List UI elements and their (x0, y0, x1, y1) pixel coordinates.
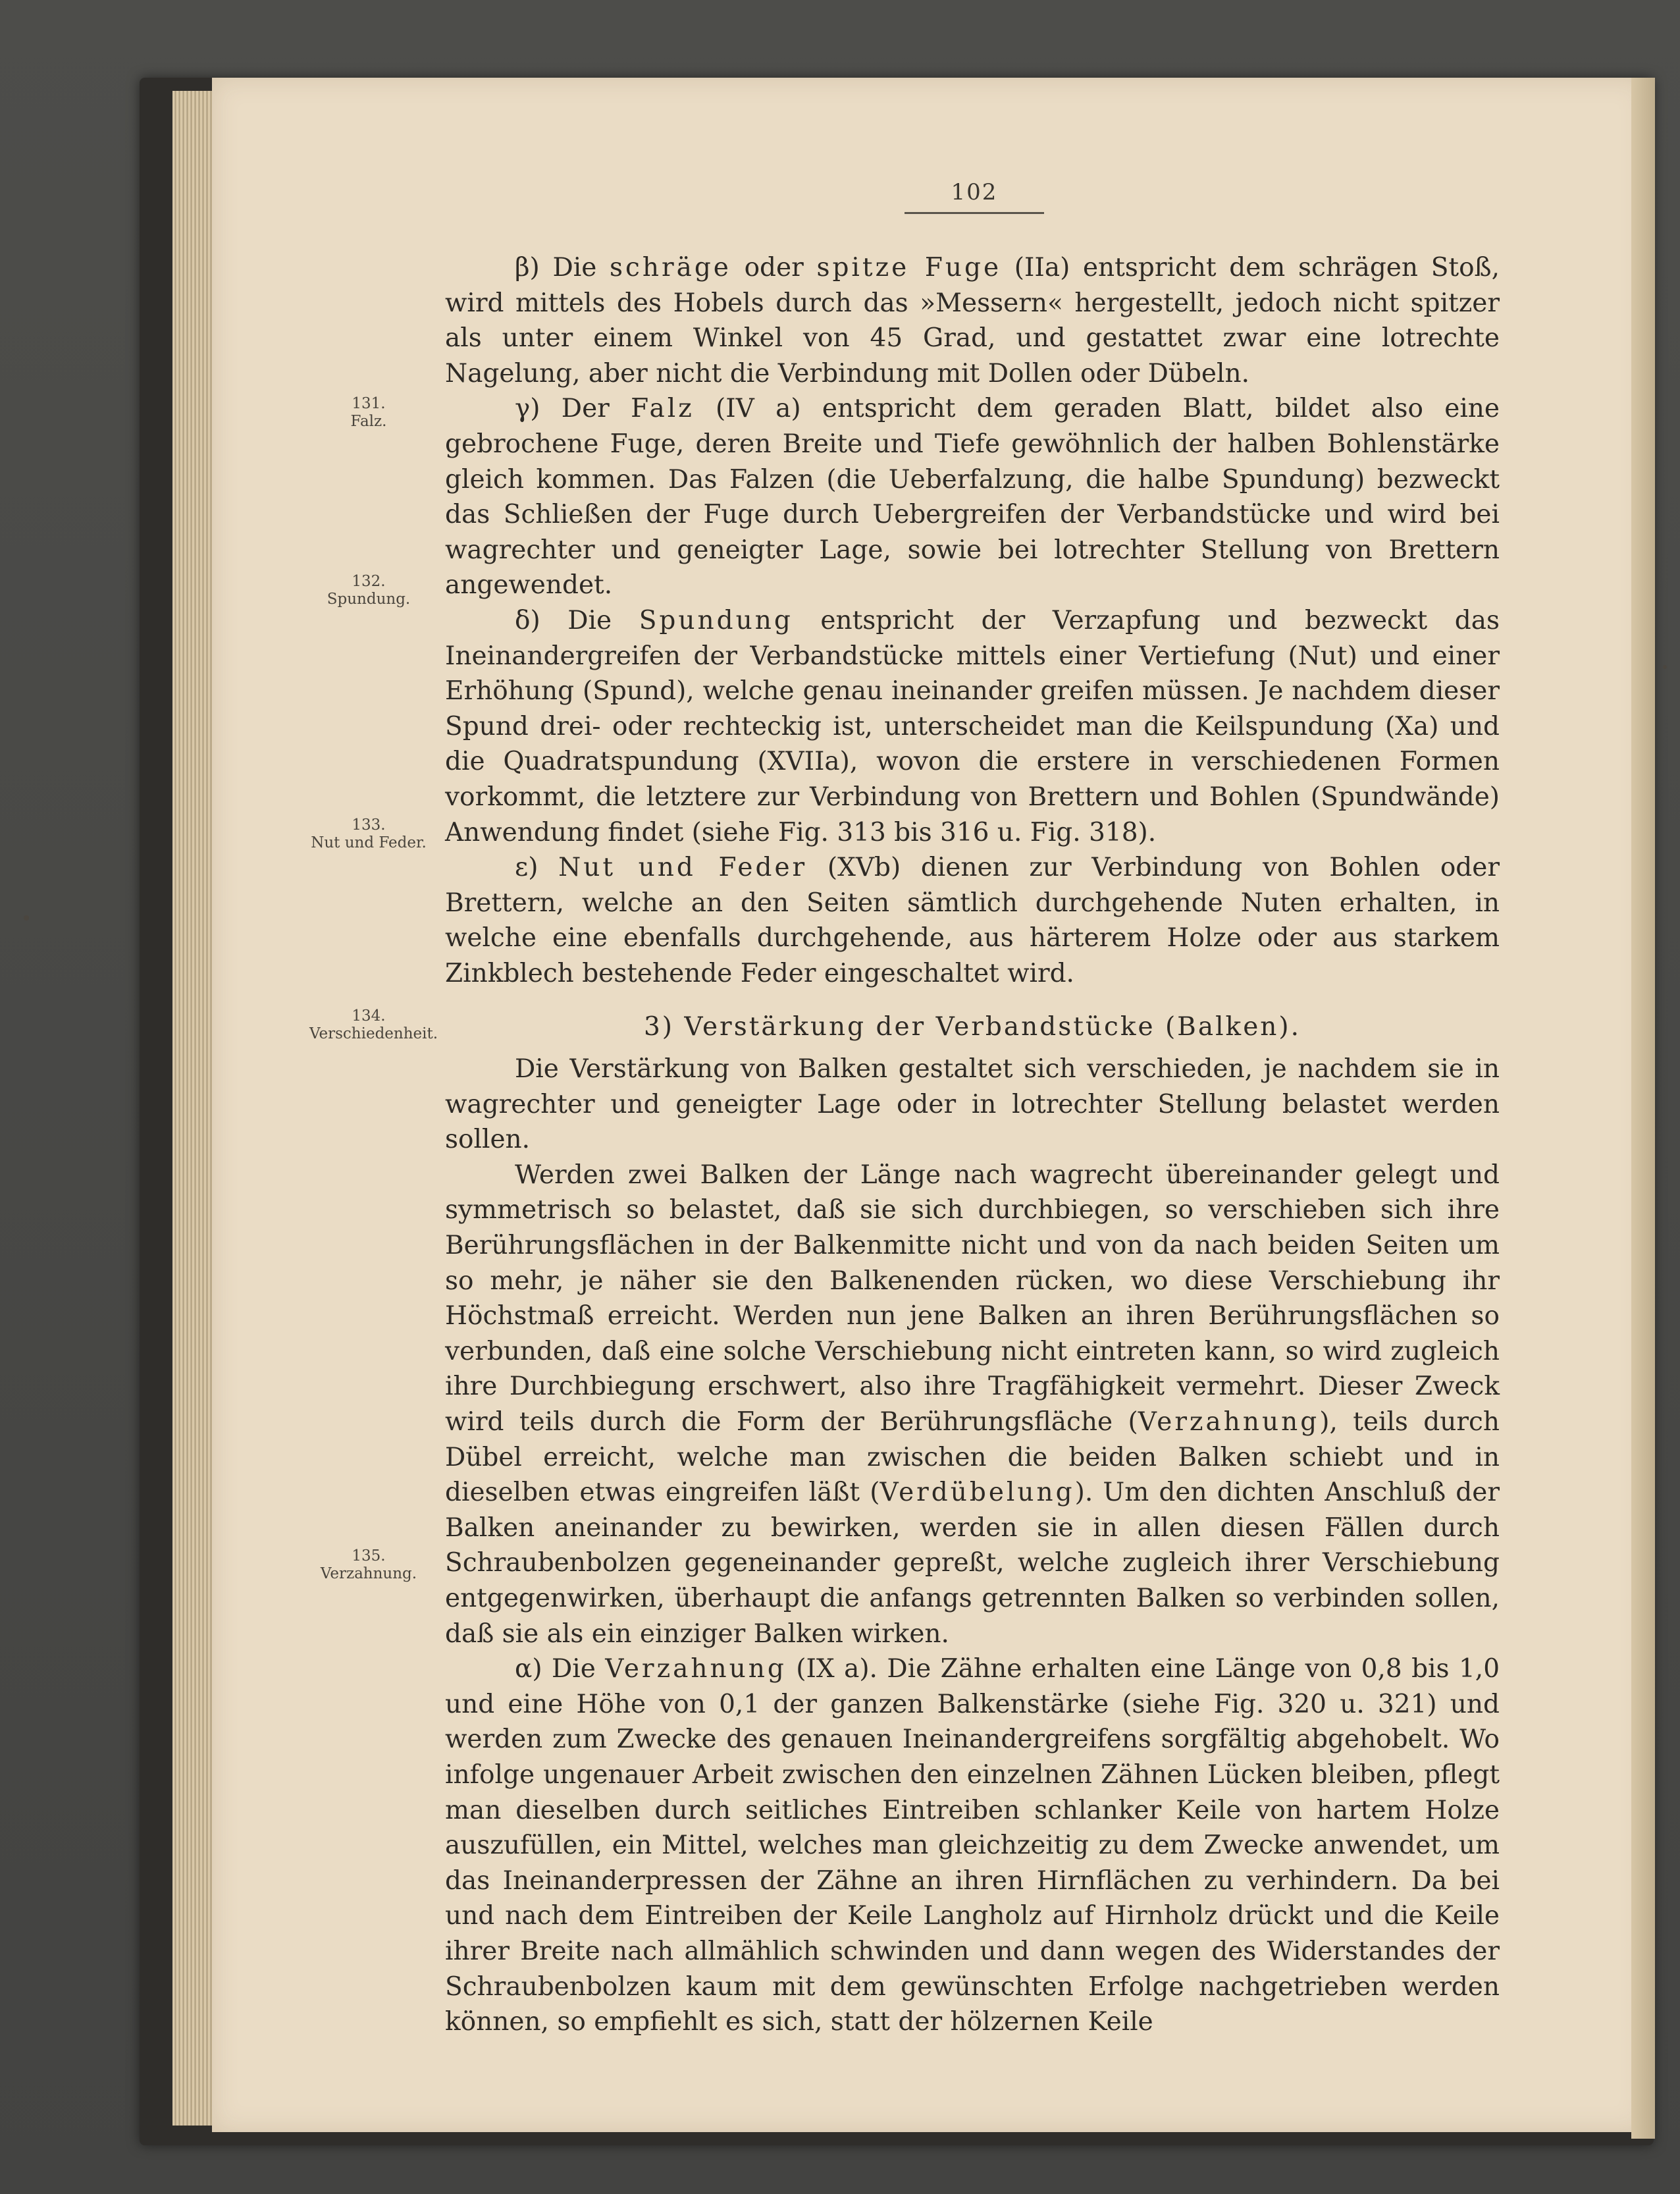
margin-note-label: Verzahnung. (320, 1565, 417, 1582)
spaced-term: Verdübelung (879, 1478, 1075, 1508)
page-right-edge (1631, 78, 1655, 2139)
item-marker: β) Die (515, 253, 610, 282)
paragraph-beta (445, 250, 1500, 391)
margin-note-label: Verschiedenheit. (309, 1025, 438, 1042)
paragraph-text: (IX a). Die Zähne erhalten eine Länge von 0,8 bis 1,0 und eine Höhe von 0,1 der ganzen Balkenstärke (siehe Fig. 320 u. 321) und werden zum Zwecke des genauen Ineinandergreifens sorgfältig abgehobelt. Wo infolge ungenauer Arbeit zwischen den einzelnen Zähnen Lücken bleiben, pflegt man dieselben durch seitliches Eintreiben schlanker Keile von hartem Holze auszufüllen, ein Mittel, welches man gleichzeitig zu dem Zwecke anwendet, um das Ineinanderpressen der Zähne an ihren Hirnflächen zu verhindern. Da bei und nach dem Eintreiben der Keile Langholz auf Hirnholz drückt und die Keile ihrer Breite nach allmählich schwinden und dann wegen des Widerstandes der Schraubenbolzen kaum mit dem gewünschten Erfolge nachgetrieben werden können, so empfiehlt es sich, statt der hölzernen Keile (445, 1654, 1500, 2037)
spaced-term: schräge (609, 253, 731, 282)
paragraph-gamma (445, 391, 1500, 603)
paragraph-explanation (445, 1158, 1500, 1651)
margin-note-133 (309, 816, 428, 852)
spaced-term: spitze Fuge (816, 253, 1002, 282)
scan-speck (1663, 665, 1667, 669)
item-marker: ε) (515, 853, 559, 883)
margin-note-number: 131. (352, 395, 386, 412)
margin-note-label: Nut und Feder. (311, 834, 427, 851)
spaced-term: Spundung (639, 605, 793, 635)
paragraph-alpha (445, 1651, 1500, 2040)
margin-note-134 (309, 1007, 438, 1043)
paragraph-text: Werden zwei Balken der Länge nach wagrecht übereinander gelegt und symmetrisch so belastet, daß sie sich durchbiegen, so verschieben sich ihre Berührungsflächen in der Balkenmitte nicht und von da nach beiden Seiten um so mehr, je näher sie den Balkenenden rücken, wo diese Verschiebung ihr Höchstmaß erreicht. Werden nun jene Balken an ihren Berührungsflächen so verbunden, daß eine solche Verschiebung nicht eintreten kann, so wird zugleich ihre Durchbiegung erschwert, also ihre Tragfähigkeit vermehrt. Dieser Zweck wird teils durch die Form der Berührungsfläche ( (445, 1160, 1500, 1437)
spaced-term: Verzahnung (1138, 1407, 1320, 1437)
spaced-term: Nut und Feder (558, 853, 808, 883)
paragraph-text: (XVb) dienen zur Verbindung von Bohlen oder Brettern, welche an den Seiten sämtlich durchgehende Nuten erhalten, in welche eine ebenfalls durchgehende, aus härterem Holze oder aus starkem Zinkblech bestehende Feder eingeschaltet wird. (445, 853, 1500, 988)
page-number: 102 (951, 179, 998, 205)
spaced-term: Verzahnung (605, 1654, 787, 1684)
spaced-term: Falz (631, 394, 695, 424)
margin-note-135 (309, 1547, 428, 1583)
margin-note-131 (309, 395, 428, 431)
paragraph-delta (445, 603, 1500, 850)
page-number-rule (905, 212, 1044, 214)
paragraph-text: (IIa) entspricht dem schrägen Stoß, wird mittels des Hobels durch das »Messern« hergestellt, jedoch nicht spitzer als unter einem Winkel von 45 Grad, und gestattet zwar eine lotrechte Nagelung, aber nicht die Verbindung mit Dollen oder Dübeln. (445, 253, 1500, 388)
paragraph-text: oder (731, 253, 817, 282)
scan-speck (24, 915, 29, 921)
margin-note-label: Spundung. (327, 591, 411, 608)
paragraph-epsilon (445, 850, 1500, 991)
margin-note-number: 133. (352, 816, 386, 834)
margin-note-132 (309, 573, 428, 608)
paragraph-text: ). Um den dichten Anschluß der Balken aneinander zu bewirken, werden sie in allen diesen Fällen durch Schraubenbolzen gegeneinander gepreßt, welche zugleich ihrer Verschiebung entgegenwirken, überhaupt die anfangs getrennten Balken so verbinden sollen, daß sie als ein einziger Balken wirken. (445, 1478, 1500, 1649)
paragraph-intro: Die Verstärkung von Balken gestaltet sich verschieden, je nachdem sie in wagrechter und geneigter Lage oder in lotrechter Stellung belastet werden sollen. (445, 1054, 1500, 1155)
paragraph-text: entspricht der Verzapfung und bezweckt das Ineinandergreifen der Verbandstücke mittels einer Vertiefung (Nut) und einer Erhöhung (Spund), welche genau ineinander greifen müssen. Je nachdem dieser Spund drei- oder rechteckig ist, unterscheidet man die Keilspundung (Xa) und die Quadratspundung (XVIIa), wovon die erstere in verschiedenen Formen vorkommt, die letztere zur Verbindung von Brettern und Bohlen (Spundwände) Anwendung findet (siehe Fig. 313 bis 316 u. Fig. 318). (445, 605, 1500, 847)
item-marker: δ) Die (515, 605, 639, 635)
item-marker: γ) Der (515, 394, 631, 424)
paragraph-text: (IV a) entspricht dem geraden Blatt, bildet also eine gebrochene Fuge, deren Breite und Tiefe gewöhnlich der halben Bohlenstärke gleich kommen. Das Falzen (die Ueberfalzung, die halbe Spundung) bezweckt das Schließen der Fuge durch Uebergreifen der Verbandstücke und wird bei wagrechter und geneigter Lage, sowie bei lotrechter Stellung von Brettern angewendet. (445, 394, 1500, 601)
body-text (445, 250, 1500, 2040)
margin-note-number: 132. (352, 573, 386, 590)
margin-note-label: Falz. (350, 413, 387, 430)
margin-note-number: 134. (352, 1007, 386, 1025)
section-heading: 3) Verstärkung der Verbandstücke (Balken). (643, 1012, 1301, 1042)
margin-note-number: 135. (352, 1547, 386, 1565)
item-marker: α) Die (515, 1654, 606, 1684)
paragraph-text: ), teils durch Dübel erreicht, welche man zwischen die beiden Balken schiebt und in dieselben etwas eingreifen läßt ( (445, 1407, 1500, 1508)
